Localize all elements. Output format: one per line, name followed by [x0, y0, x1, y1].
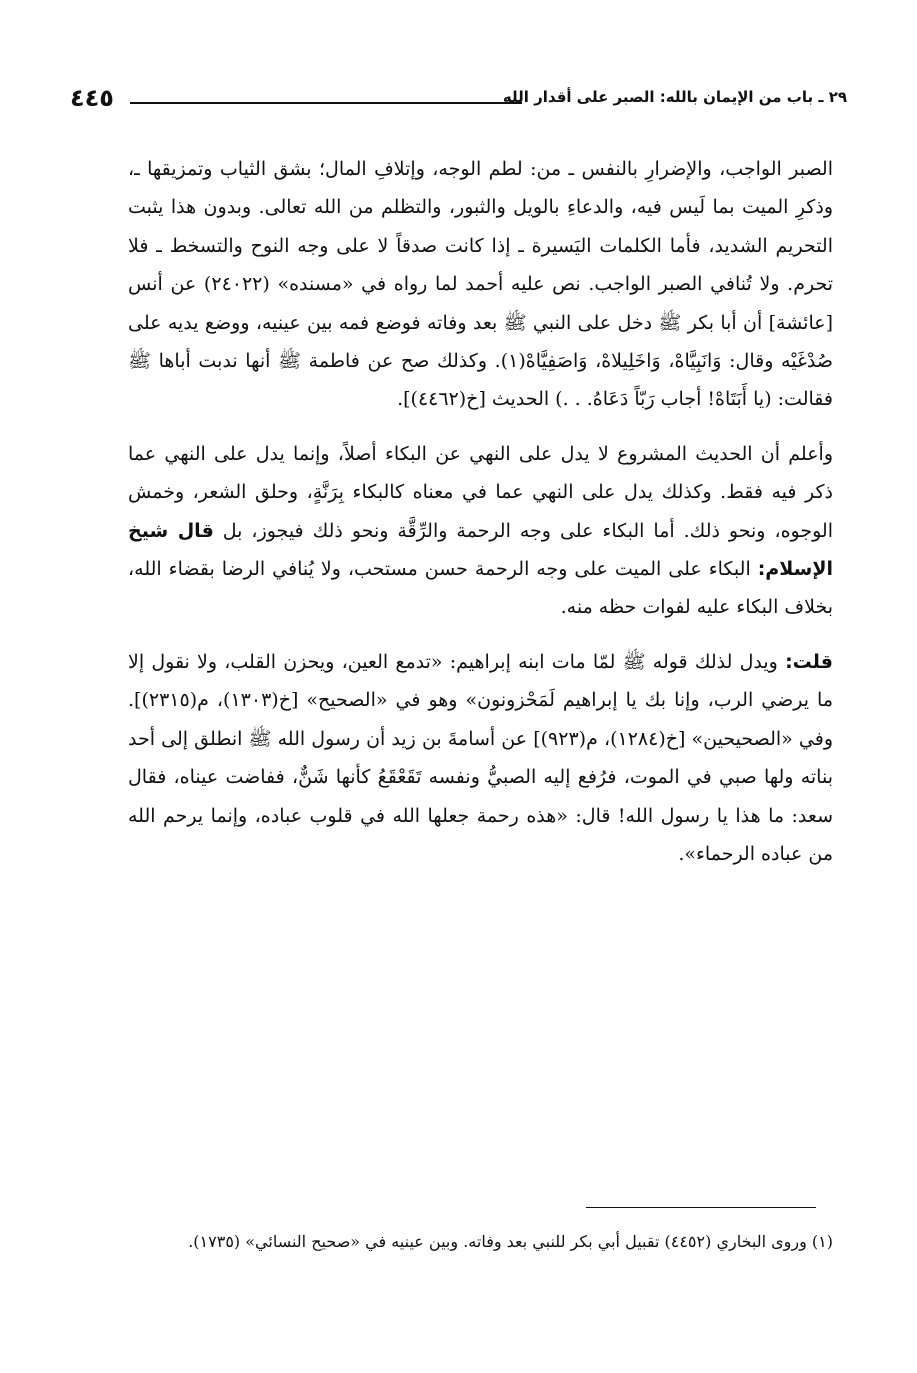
paragraph-2-text: وأعلم أن الحديث المشروع لا يدل على النهي عن البكاء أصلاً، وإنما يدل على النهي عما ذكر فيه فقط. وكذلك يدل على النهي عما في معناه كالبكاء بِرَنَّةٍ، وحلق الشعر، وخمش الوجوه، ونحو ذلك. أما البكاء على وجه الرحمة والرِّقَّة ونحو ذلك فيجوز، بل — [128, 442, 833, 542]
paragraph-2-tail: البكاء على الميت على وجه الرحمة حسن مستحب، ولا يُنافي الرضا بقضاء الله، بخلاف البكاء عليه لفوات حظه منه. — [128, 558, 833, 619]
running-header — [70, 86, 847, 122]
footnote-text: (١) وروى البخاري (٤٤٥٢) تقبيل أبي بكر للنبي بعد وفاته. وبين عينيه في «صحيح النسائي» (١٧٣٥). — [188, 1232, 833, 1251]
header-rule — [130, 102, 522, 104]
chapter-title: ٢٩ ـ باب من الإيمان بالله: الصبر على أقدار الله — [502, 88, 847, 106]
main-text — [128, 150, 833, 873]
footnote — [128, 1226, 833, 1257]
paragraph-3 — [128, 643, 833, 873]
footnote-rule — [586, 1207, 816, 1208]
paragraph-3-text: ويدل لذلك قوله ﷺ لمّا مات ابنه إبراهيم: «تدمع العين، ويحزن القلب، ولا نقول إلا ما يرضي الرب، وإنا بك يا إبراهيم لَمَحْزونون» وهو في «الصحيح» [خ(١٣٠٣)، م(٢٣١٥)]. وفي «الصحيحين» [خ(١٢٨٤)، م(٩٢٣)] عن أسامةَ بن زيد أن رسول الله ﷺ انطلق إلى أحد بناته ولها صبي في الموت، فرُفع إليه الصبيُّ ونفسه تَقَعْقَعُ كأنها شَنٌّ، ففاضت عيناه، فقال سعد: ما هذا يا رسول الله! قال: «هذه رحمة جعلها الله في قلوب عباده، وإنما يرحم الله من عباده الرحماء». — [128, 650, 834, 865]
paragraph-3-lead: قلت: — [785, 650, 833, 673]
paragraph-1 — [128, 150, 833, 419]
paragraph-2-bold-lead: قال شيخ الإسلام: — [128, 519, 833, 581]
paragraph-1-text: الصبر الواجب، والإضرارِ بالنفس ـ من: لطم الوجه، وإتلافِ المال؛ بشق الثياب وتمزيقها ـ، وذكرِ الميت بما لَيس فيه، والدعاءِ بالويل والثبور، والتظلم من الله تعالى. وبدون هذا يثبت التحريم الشديد، فأما الكلمات اليَسيرة ـ إذا كانت صدقاً لا على وجه النوح والتسخط ـ فلا تحرم. ولا تُنافي الصبر الواجب. نص عليه أحمد لما رواه في «مسنده» (٢٤٠٢٢) عن أنس [عائشة] أن أبا بكر ﷺ دخل على النبي ﷺ بعد وفاته فوضع فمه بين عينيه، ووضع يديه على صُدْغَيْه وقال: وَانَبِيَّاهْ، وَاخَلِيلاهْ، وَاصَفِيَّاهْ(١). وكذلك صح عن فاطمة ﷺ أنها ندبت أباها ﷺ فقالت: (يا أَبَتَاهْ! أجاب رَبّاً دَعَاهُ. . .) الحديث [خ(٤٤٦٢)]. — [128, 158, 833, 411]
paragraph-2 — [128, 435, 833, 627]
page-number: ٤٤٥ — [70, 84, 114, 112]
